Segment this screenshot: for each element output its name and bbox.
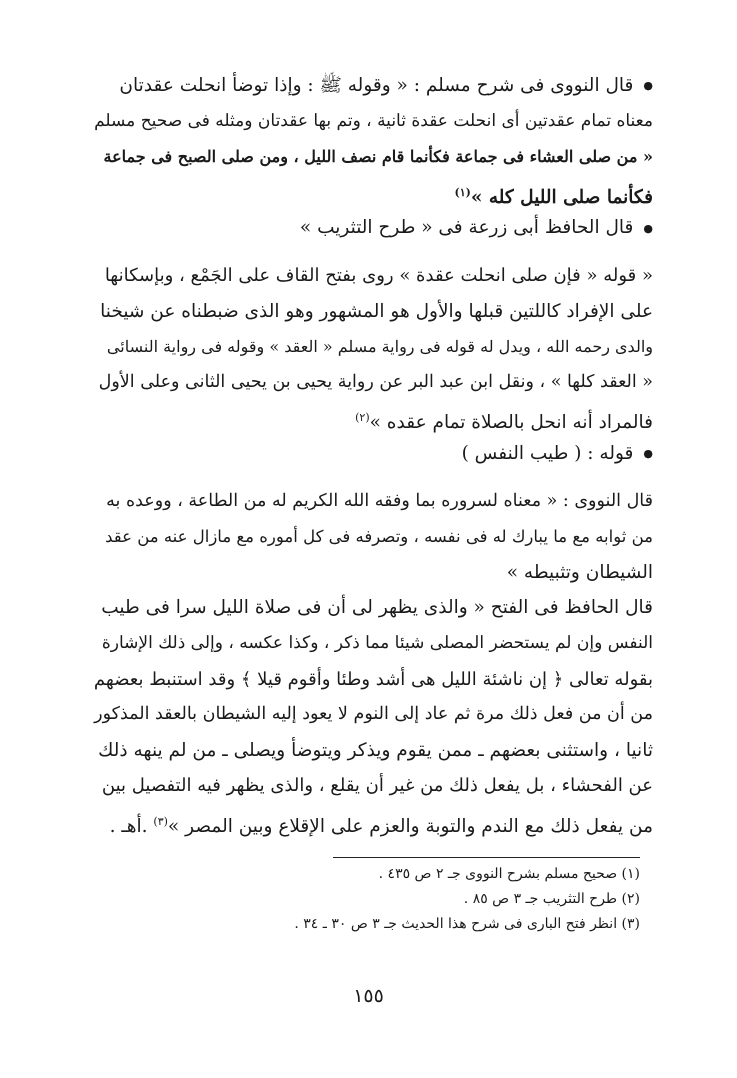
line-tail: .أهـ .	[109, 816, 154, 838]
text-line	[95, 104, 653, 140]
text-line	[95, 768, 653, 804]
text-line	[95, 662, 653, 698]
text-line	[95, 175, 653, 211]
line-text: « من صلى العشاء فى جماعة فكأنما قام نصف الليل ، ومن صلى الصبح فى جماعة	[103, 147, 653, 167]
footnote-ref: (٣)	[153, 814, 168, 828]
footnotes	[95, 862, 640, 937]
line-text: من أن من فعل ذلك مرة ثم عاد إلى النوم لا يعود إليه الشيطان بالعقد المذكور	[94, 704, 653, 725]
text-line	[95, 436, 653, 472]
line-text: قال النووى : « معناه لسروره بما وفقه الله الكريم له من الطاعة ، ووعده به	[106, 490, 653, 511]
text-line	[95, 697, 653, 733]
line-text: ثانيا ، واستثنى بعضهم ـ ممن يقوم ويذكر ويتوضأ ويصلى ـ من لم ينهه ذلك	[98, 739, 653, 761]
footnote-2: (٢) طرح التثريب جـ ٣ ص ٨٥ .	[463, 891, 640, 907]
text-line	[95, 733, 653, 769]
text-line	[95, 294, 653, 330]
footnote-divider	[333, 857, 640, 858]
footnote-1: (١) صحيح مسلم بشرح النووى جـ ٢ ص ٤٣٥ .	[378, 866, 640, 882]
body-text	[95, 68, 653, 839]
text-line	[95, 68, 653, 104]
text-line	[95, 365, 653, 401]
paragraph-gap	[95, 246, 653, 258]
line-text: « العقد كلها » ، ونقل ابن عبد البر عن رواية يحيى بن يحيى الثانى وعلى الأول	[98, 371, 653, 392]
text-line	[95, 519, 653, 555]
page-number: ١٥٥	[353, 985, 384, 1007]
text-line	[95, 400, 653, 436]
text-line	[95, 210, 653, 246]
line-text: « قوله « فإن صلى انحلت عقدة » روى بفتح القاف على الجَمْع ، وبإسكانها	[104, 264, 653, 286]
line-text: على الإفراد كاللتين قبلها والأول هو المشهور وهو الذى ضبطناه عن شيخنا	[100, 300, 653, 322]
line-text: معناه تمام عقدتين أى انحلت عقدة ثانية ، وتم بها عقدتان ومثله فى صحيح مسلم	[94, 110, 653, 131]
line-text: النفس وإن لم يستحضر المصلى شيئا مما ذكر ، وكذا عكسه ، وإلى ذلك الإشارة	[101, 632, 653, 653]
text-line	[95, 258, 653, 294]
text-line	[95, 590, 653, 626]
text-line	[95, 329, 653, 365]
footnote-ref: (١)	[454, 185, 471, 199]
line-text: من يفعل ذلك مع الندم والتوبة والعزم على الإقلاع وبين المصر »	[167, 816, 653, 838]
line-text: قال الحافظ فى الفتح « والذى يظهر لى أن فى صلاة الليل سرا فى طيب	[101, 597, 653, 619]
line-text: والدى رحمه الله ، ويدل له قوله فى رواية مسلم « العقد » وقوله فى رواية النسائى	[106, 337, 653, 357]
line-text: فكأنما صلى الليل كله »	[470, 186, 653, 208]
text-line	[95, 804, 653, 840]
line-text: بقوله تعالى ﴿ إن ناشئة الليل هى أشد وطئا وأقوم قيلا ﴾ وقد استنبط بعضهم	[93, 668, 653, 690]
line-text: من ثوابه مع ما يبارك له فى نفسه ، وتصرفه فى كل أموره مع مازال عنه من عقد	[105, 527, 653, 547]
line-text: قال النووى فى شرح مسلم : « وقوله ﷺ : وإذا توضأ انحلت عقدتان	[119, 75, 634, 96]
text-line	[95, 626, 653, 662]
line-text: عن الفحشاء ، بل يفعل ذلك من غير أن يقلع ، والذى يظهر فيه التفصيل بين	[101, 775, 653, 797]
line-text: قوله : ( طيب النفس )	[461, 442, 634, 464]
line-text: الشيطان وتثبيطه »	[506, 561, 653, 583]
paragraph-gap	[95, 472, 653, 484]
line-text: قال الحافظ أبى زرعة فى « طرح التثريب »	[299, 217, 634, 239]
text-line	[95, 484, 653, 520]
footnote-ref: (٢)	[355, 411, 370, 425]
footnote-3: (٣) انظر فتح البارى فى شرح هذا الحديث جـ ٣ ص ٣٠ ـ ٣٤ .	[294, 916, 640, 932]
line-text: فالمراد أنه انحل بالصلاة تمام عقده »	[369, 412, 653, 434]
text-line	[95, 139, 653, 175]
text-line	[95, 555, 653, 591]
